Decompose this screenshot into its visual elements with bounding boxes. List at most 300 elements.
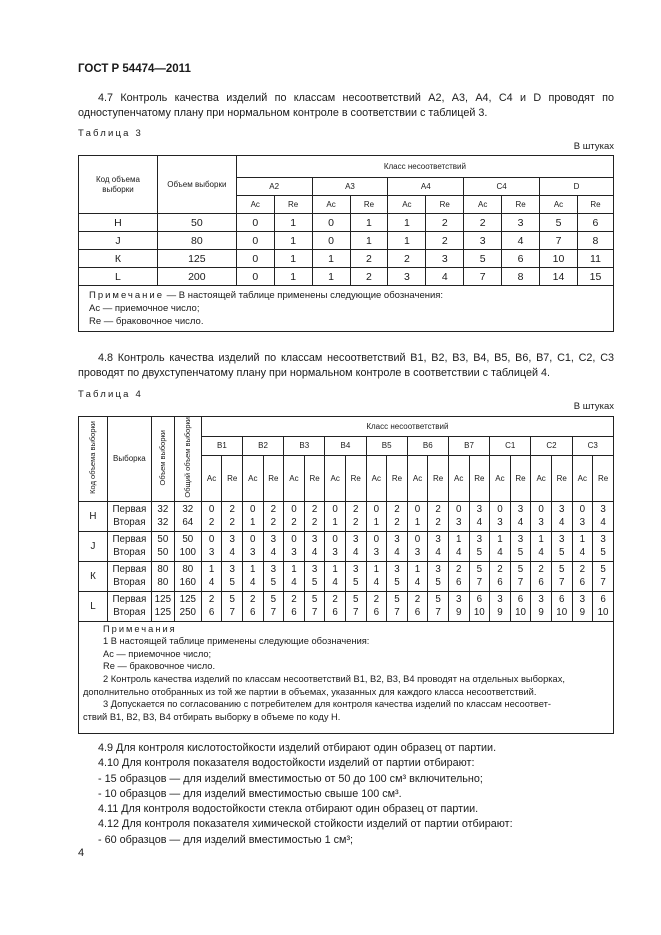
total-first: 50 [182,534,194,546]
notes-head: Примечания [103,623,177,634]
second-value: 9 [538,607,544,619]
cell: 7 [464,268,502,286]
cell-code [79,561,108,591]
first-value: 0 [373,504,380,516]
first-value: 0 [208,534,215,546]
cell [366,561,387,591]
cell: 8 [502,268,540,286]
first-value: 6 [476,594,483,606]
ac-header: Ас [490,456,511,502]
cell-code: Н [79,214,158,232]
first-value: 2 [229,504,235,516]
cell [345,501,366,531]
ac-header: Ас [448,456,469,502]
first-value: 3 [311,564,318,576]
cell [407,591,428,621]
second-value: 2 [353,517,359,529]
cell [304,591,325,621]
cell [531,501,552,531]
item-4-10-b: - 10 образцов — для изделий вместимостью свыше 100 см³. [98,787,402,800]
cell [407,501,428,531]
second-value: 7 [476,577,483,589]
class-b2: В2 [242,436,283,456]
items-list [98,741,614,848]
ac-header: Ас [531,456,552,502]
cell-size: 125 [157,250,236,268]
cell-size [151,501,174,531]
first-value: 2 [208,594,215,606]
re-header: Re [274,196,312,214]
second-value: 3 [414,547,421,559]
cell [531,561,552,591]
first-value: 2 [414,594,421,606]
first-value: 3 [600,504,606,516]
cell: 0 [236,214,274,232]
ac-header: Ас [201,456,222,502]
ac-header: Ас [464,196,502,214]
ac-header: Ас [366,456,387,502]
first-value: 5 [517,564,524,576]
table-4 [78,416,614,734]
cell [222,501,243,531]
first-value: 6 [600,594,606,606]
cell [531,531,552,561]
cell: 0 [236,268,274,286]
re-header: Re [263,456,284,502]
first-value: 3 [229,564,235,576]
re-header: Re [510,456,531,502]
first-value: 0 [579,504,586,516]
first-value: 0 [414,504,421,516]
cell [242,531,263,561]
class-a4: А4 [388,178,464,196]
cell [222,561,243,591]
col-header-code: Код объема выборки [79,417,108,502]
second-value: 4 [455,547,462,559]
second-value: 4 [476,517,483,529]
sample-first: Первая [112,534,147,546]
item-4-10: 4.10 Для контроля показателя водостойкости изделий от партии отбирают: [98,757,475,770]
second-value: 4 [435,547,441,559]
second-value: 3 [373,547,380,559]
re-header: Re [469,456,490,502]
cell: 3 [464,232,502,250]
cell: 14 [540,268,578,286]
first-value: 0 [291,534,297,546]
cell [242,561,263,591]
class-c4: С4 [464,178,540,196]
cell [572,501,593,531]
second-value: 5 [311,577,318,589]
first-value: 1 [455,534,462,546]
cell: 2 [464,214,502,232]
first-value: 1 [373,564,380,576]
class-b7: В7 [448,436,489,456]
second-value: 6 [291,607,297,619]
cell [387,531,408,561]
note-1-re: Re — браковочное число. [103,661,216,672]
size-second: 50 [157,547,169,559]
first-value: 5 [394,594,400,606]
cell [448,501,469,531]
first-value: 6 [559,594,565,606]
re-header: Re [577,196,613,214]
second-value: 3 [455,517,462,529]
second-value: 6 [373,607,380,619]
first-value: 3 [517,504,524,516]
cell-code: К [79,250,158,268]
first-value: 3 [270,534,277,546]
second-value: 2 [435,517,441,529]
cell [325,501,346,531]
second-value: 5 [394,577,400,589]
second-value: 5 [559,547,565,559]
cell [345,591,366,621]
first-value: 2 [538,564,544,576]
second-value: 10 [597,607,609,619]
second-value: 10 [515,607,526,619]
first-value: 5 [270,594,277,606]
cell [407,531,428,561]
cell [428,501,449,531]
second-value: 6 [497,577,503,589]
first-value: 0 [250,534,256,546]
cell [551,591,572,621]
total-second: 64 [182,517,194,529]
note-2b: дополнительно отобранных из той же партии в объемах, указанных для каждого класса несоответствий. [83,686,537,697]
second-value: 4 [394,547,400,559]
table4-notes [79,621,614,733]
cell [242,591,263,621]
first-value: 1 [414,564,421,576]
first-value: 3 [394,534,400,546]
paragraph-4-8: 4.8 Контроль качества изделий по классам несоответствий В1, В2, В3, В4, В5, В6, В7, С1, С2, С3 проводят по двухступенчатому плану при нормальном контроле в соответствии с таблицей 4. [78,352,614,379]
first-value: 2 [435,504,441,516]
cell: 1 [312,250,350,268]
sample-first: Первая [112,594,147,606]
cell [325,531,346,561]
table-row [79,268,614,286]
item-4-11: 4.11 Для контроля водостойкости стекла отбирают один образец от партии. [98,803,479,816]
first-value: 5 [229,594,235,606]
document-id: ГОСТ Р 54474—2011 [78,63,191,75]
table-row [79,591,614,621]
first-value: 2 [373,594,380,606]
col-header-code: Код объема выборки [79,156,158,214]
cell: 1 [274,214,312,232]
second-value: 7 [517,577,524,589]
cell: 2 [350,268,388,286]
cell: 11 [577,250,613,268]
first-value: 5 [435,594,441,606]
total-first: 80 [182,564,194,576]
table-row [79,501,614,531]
second-value: 7 [559,577,565,589]
second-value: 1 [332,517,338,529]
cell [510,591,531,621]
cell: 0 [312,232,350,250]
second-value: 6 [250,607,256,619]
cell [284,591,305,621]
cell [387,591,408,621]
col-header-class: Класс несоответствий [236,156,613,178]
class-c2: С2 [531,436,572,456]
cell [490,501,511,531]
second-value: 4 [414,577,421,589]
cell [222,591,243,621]
cell [366,501,387,531]
cell-size: 200 [157,268,236,286]
cell [325,591,346,621]
sample-first: Первая [112,564,147,576]
cell [263,561,284,591]
re-header: Re [350,196,388,214]
second-value: 7 [229,607,235,619]
cell [304,501,325,531]
cell [469,501,490,531]
cell [448,561,469,591]
first-value: 0 [250,504,256,516]
sample-first: Первая [112,504,147,516]
second-value: 3 [208,547,215,559]
cell [551,561,572,591]
second-value: 1 [373,517,380,529]
table-row [79,232,614,250]
second-value: 4 [579,547,586,559]
cell [593,561,614,591]
size-first: 50 [157,534,169,546]
cell [469,561,490,591]
second-value: 4 [538,547,544,559]
first-value: 0 [538,504,544,516]
cell: 1 [274,232,312,250]
cell [572,531,593,561]
second-value: 2 [311,517,318,529]
table-row [79,214,614,232]
first-value: 3 [476,534,483,546]
cell [201,591,222,621]
cell [325,561,346,591]
size-second: 32 [157,517,169,529]
table3-unit: В штуках [573,141,614,152]
col-header-size: Объем выборки [157,156,236,214]
second-value: 2 [208,517,215,529]
second-value: 2 [291,517,297,529]
first-value: 2 [250,594,256,606]
cell [572,591,593,621]
second-value: 5 [270,577,277,589]
cell [222,531,243,561]
re-header: Re [304,456,325,502]
paragraph-4-7: 4.7 Контроль качества изделий по классам несоответствий А2, А3, А4, С4 и D проводят по одноступенчатому плану при нормальном контроле в соответствии с таблицей 3. [78,92,614,119]
first-value: 3 [229,534,235,546]
cell: 6 [502,250,540,268]
second-value: 7 [311,607,318,619]
cell [284,561,305,591]
class-c1: С1 [490,436,531,456]
second-value: 5 [517,547,524,559]
first-value: 1 [332,564,338,576]
cell [593,531,614,561]
cell [263,501,284,531]
note-1: 1 В настоящей таблице применены следующие обозначения: [103,636,370,647]
first-value: 2 [270,504,277,516]
cell: 1 [388,232,426,250]
note-ac: Ас — приемочное число; [89,303,200,314]
cell [510,561,531,591]
total-first: 125 [179,594,196,606]
table-3 [78,155,614,332]
size-first: 32 [157,504,169,516]
note-3a: 3 Допускается по согласованию с потребителем для контроля качества изделий по классам несоответ- [103,699,551,710]
second-value: 6 [332,607,338,619]
table-row [79,561,614,591]
cell [263,531,284,561]
first-value: 3 [353,564,359,576]
col-header-sample: Выборка [107,417,151,502]
cell [284,531,305,561]
cell [201,531,222,561]
total-first: 32 [182,504,194,516]
second-value: 5 [229,577,235,589]
cell [263,591,284,621]
first-value: 5 [600,564,606,576]
second-value: 4 [208,577,215,589]
total-second: 160 [179,577,196,589]
total-second: 100 [179,547,196,559]
class-a2: А2 [236,178,312,196]
second-value: 4 [600,517,606,529]
ac-header: Ас [236,196,274,214]
cell [510,531,531,561]
first-value: 0 [291,504,297,516]
cell-size [151,531,174,561]
item-4-9: 4.9 Для контроля кислотостойкости изделий отбирают один образец от партии. [98,742,497,754]
second-value: 7 [600,577,606,589]
second-value: 6 [579,577,586,589]
class-b4: В4 [325,436,366,456]
second-value: 9 [579,607,586,619]
second-value: 7 [435,607,441,619]
cell [593,591,614,621]
cell [304,531,325,561]
cell: 10 [540,250,578,268]
cell: 0 [236,232,274,250]
cell [551,531,572,561]
note-2a: 2 Контроль качества изделий по классам несоответствий В1, В2, В3, В4 проводят на отдельных выборках, [103,673,565,684]
cell [510,501,531,531]
second-value: 5 [435,577,441,589]
class-c3: С3 [572,436,613,456]
sample-second: Вторая [113,547,146,559]
cell: 0 [236,250,274,268]
cell [551,501,572,531]
cell-sample [107,561,151,591]
cell: 2 [426,214,464,232]
cell: 1 [274,268,312,286]
first-value: 2 [455,564,462,576]
cell: 1 [312,268,350,286]
class-d: D [540,178,614,196]
first-value: 3 [270,564,277,576]
cell-total [174,531,201,561]
cell-sample [107,531,151,561]
second-value: 1 [414,517,421,529]
ac-header: Ас [540,196,578,214]
cell: 1 [350,232,388,250]
second-value: 4 [497,547,503,559]
first-value: 2 [332,594,338,606]
cell-code [79,531,108,561]
second-value: 1 [250,517,256,529]
cell: 2 [350,250,388,268]
cell [201,501,222,531]
cell-size: 50 [157,214,236,232]
ac-header: Ас [407,456,428,502]
cell [469,591,490,621]
second-value: 7 [353,607,359,619]
cell: 5 [540,214,578,232]
cell [242,501,263,531]
ac-header: Ас [325,456,346,502]
first-value: 3 [394,564,400,576]
table3-note [79,286,614,332]
cell [490,531,511,561]
second-value: 9 [455,607,462,619]
cell: 7 [540,232,578,250]
ac-header: Ас [572,456,593,502]
class-a3: А3 [312,178,388,196]
first-value: 5 [353,594,359,606]
second-value: 4 [311,547,318,559]
ac-header: Ас [284,456,305,502]
cell [284,501,305,531]
second-value: 3 [538,517,544,529]
cell: 4 [426,268,464,286]
second-value: 10 [556,607,568,619]
first-value: 2 [291,594,297,606]
second-value: 5 [353,577,359,589]
second-value: 4 [229,547,235,559]
re-header: Re [387,456,408,502]
first-value: 3 [497,594,503,606]
first-value: 3 [455,594,462,606]
re-header: Re [593,456,614,502]
cell: 1 [388,214,426,232]
cell-code [79,501,108,531]
cell: 8 [577,232,613,250]
cell: 1 [350,214,388,232]
col-header-size: Объем выборки [151,417,174,502]
col-header-total: Общий объем выборки [174,417,201,502]
first-value: 2 [311,504,318,516]
note-head: Примечание [89,290,164,301]
second-value: 3 [291,547,297,559]
second-value: 4 [353,547,359,559]
cell [428,531,449,561]
cell [345,561,366,591]
cell: 3 [502,214,540,232]
code-value: К [90,570,96,582]
first-value: 3 [353,534,359,546]
first-value: 2 [353,504,359,516]
cell [448,531,469,561]
cell [304,561,325,591]
cell: 0 [312,214,350,232]
first-value: 0 [332,504,338,516]
second-value: 2 [229,517,235,529]
second-value: 3 [497,517,503,529]
